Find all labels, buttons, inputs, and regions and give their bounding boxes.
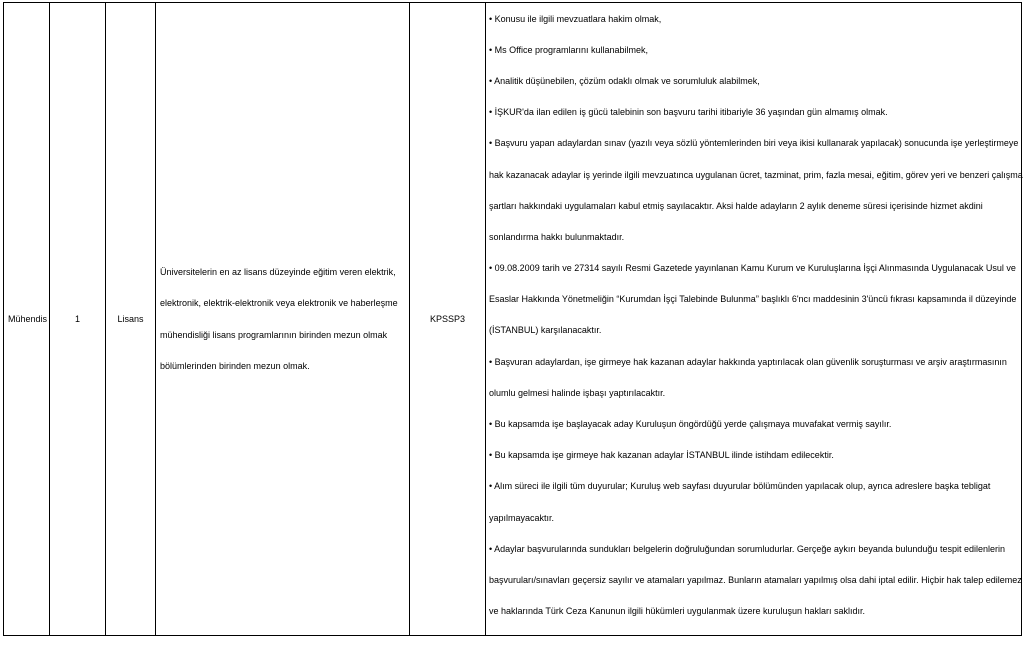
requirement-line: • Bu kapsamda işe girmeye hak kazanan adaylar İSTANBUL ilinde istihdam edilecektir. [489, 450, 834, 461]
requirement-line: • Başvuran adaylardan, işe girmeye hak kazanan adaylar hakkında yaptırılacak olan güvenlik soruşturması ve arşiv araştırmasının [489, 356, 1007, 367]
requirement-line: • Adaylar başvurularında sundukları belgelerin doğruluğundan sorumludurlar. Gerçeğe aykırı beyanda bulunduğu tespit edilenlerin [489, 543, 1005, 554]
requirement-line: • Alım süreci ile ilgili tüm duyurular; Kuruluş web sayfası duyurular bölümünden yapılacak olup, ayrıca adreslere başka tebligat [489, 481, 991, 492]
requirement-line: • İŞKUR'da ilan edilen iş gücü talebinin son başvuru tarihi itibariyle 36 yaşından gün almamış olmak. [489, 107, 888, 118]
job-listing-table [3, 2, 1022, 636]
requirement-line: sonlandırma hakkı bulunmaktadır. [489, 231, 625, 242]
requirement-line: • 09.08.2009 tarih ve 27314 sayılı Resmi Gazetede yayınlanan Kamu Kurum ve Kuruluşlarına İşçi Alınmasında Uygulanacak Usul ve [489, 263, 1016, 274]
requirement-line: • Bu kapsamda işe başlayacak aday Kuruluşun öngördüğü yerde çalışmaya muvafakat vermiş sayılır. [489, 419, 892, 430]
requirements-cell [486, 3, 1022, 636]
exam-cell: KPSSP3 [410, 3, 486, 636]
department-line: mühendisliği lisans programlarının birinden mezun olmak [160, 329, 388, 340]
requirement-line: (İSTANBUL) karşılanacaktır. [489, 325, 602, 336]
requirement-line: yapılmayacaktır. [489, 512, 555, 523]
table-row [4, 3, 1022, 636]
department-line: bölümlerinden birinden mezun olmak. [160, 360, 310, 371]
requirement-line: • Analitik düşünebilen, çözüm odaklı olmak ve sorumluluk alabilmek, [489, 75, 760, 86]
requirement-line: ve haklarında Türk Ceza Kanunun ilgili hükümleri uygulanmak üzere kuruluşun hakları saklıdır. [489, 606, 866, 617]
count-cell: 1 [50, 3, 106, 636]
education-cell: Lisans [106, 3, 156, 636]
department-line: Üniversitelerin en az lisans düzeyinde eğitim veren elektrik, [160, 267, 396, 278]
position-cell: Mühendis [4, 3, 50, 636]
requirement-line: Esaslar Hakkında Yönetmeliğin “Kurumdan İşçi Talebinde Bulunma” başlıklı 6'ncı maddesinin 3'üncü fıkrası kapsamında il düzeyinde [489, 294, 1017, 305]
requirement-line: • Başvuru yapan adaylardan sınav (yazılı veya sözlü yöntemlerinden biri veya ikisi kullanarak yapılacak) sonucunda işe yerleştirmeye [489, 138, 1019, 149]
requirement-line: başvuruları/sınavları geçersiz sayılır ve atamaları yapılmaz. Bunların atamaları yapılmış olsa dahi iptal edilir. Hiçbir hak talep edilemez [489, 574, 1022, 585]
department-cell [156, 3, 410, 636]
requirement-line: olumlu gelmesi halinde işbaşı yaptırılacaktır. [489, 387, 666, 398]
department-line: elektronik, elektrik-elektronik veya elektronik ve haberleşme [160, 298, 398, 309]
requirement-line: hak kazanacak adaylar iş yerinde ilgili mevzuatınca uygulanan ücret, tazminat, prim, fazla mesai, eğitim, görev yeri ve benzeri çalışma [489, 169, 1023, 180]
requirement-line: • Ms Office programlarını kullanabilmek, [489, 44, 649, 55]
requirement-line: • Konusu ile ilgili mevzuatlara hakim olmak, [489, 13, 662, 24]
requirement-line: şartları hakkındaki uygulamaları kabul etmiş sayılacaktır. Aksi halde adayların 2 aylık deneme süresi içerisinde hizmet akdini [489, 200, 983, 211]
